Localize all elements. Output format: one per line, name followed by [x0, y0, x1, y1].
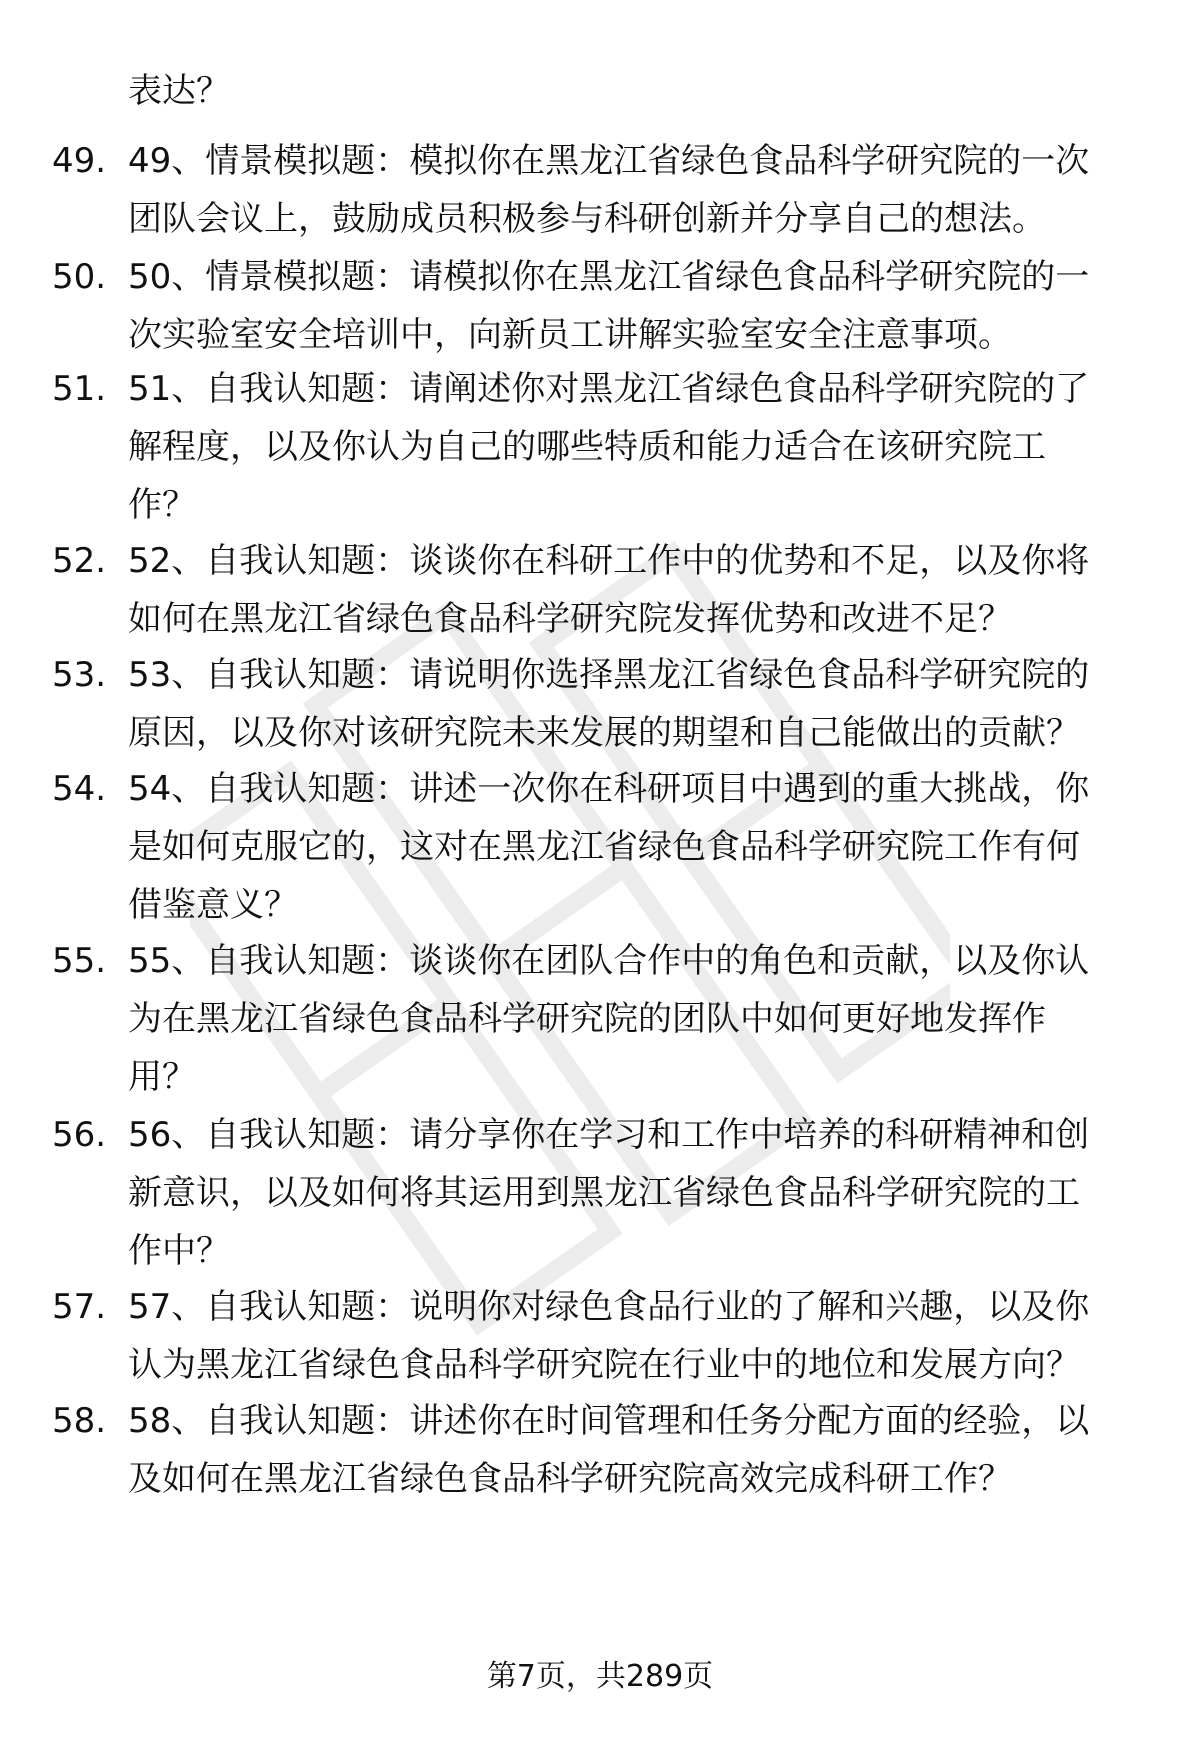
- question-number: 57.: [52, 1287, 107, 1327]
- question-line: 次实验室安全培训中，向新员工讲解实验室安全注意事项。: [128, 315, 1012, 355]
- question-text: [128, 932, 1168, 1106]
- question-line: 50、情景模拟题：请模拟你在黑龙江省绿色食品科学研究院的一: [128, 257, 1090, 297]
- question-number: 49.: [52, 141, 107, 181]
- question-number: 58.: [52, 1401, 107, 1441]
- question-number: 53.: [52, 655, 107, 695]
- question-line: 51、自我认知题：请阐述你对黑龙江省绿色食品科学研究院的了: [128, 369, 1090, 409]
- question-line: 及如何在黑龙江省绿色食品科学研究院高效完成科研工作？: [128, 1459, 1012, 1499]
- question-line: 54、自我认知题：讲述一次你在科研项目中遇到的重大挑战，你: [128, 769, 1090, 809]
- page-footer: 第7页，共289页: [486, 1659, 714, 1694]
- question-number: 50.: [52, 257, 107, 297]
- question-line: 作？: [128, 485, 196, 525]
- question-line: 认为黑龙江省绿色食品科学研究院在行业中的地位和发展方向？: [128, 1345, 1080, 1385]
- question-line: 团队会议上，鼓励成员积极参与科研创新并分享自己的想法。: [128, 199, 1046, 239]
- question-line: 用？: [128, 1057, 196, 1097]
- question-number: 51.: [52, 369, 107, 409]
- question-line: 56、自我认知题：请分享你在学习和工作中培养的科研精神和创: [128, 1115, 1090, 1155]
- question-number: 55.: [52, 941, 107, 981]
- question-line: 58、自我认知题：讲述你在时间管理和任务分配方面的经验，以: [128, 1401, 1090, 1441]
- question-text: [128, 532, 1168, 648]
- question-text: [128, 132, 1168, 248]
- question-line: 是如何克服它的，这对在黑龙江省绿色食品科学研究院工作有何: [128, 827, 1080, 867]
- question-number: 54.: [52, 769, 107, 809]
- question-line: 49、情景模拟题：模拟你在黑龙江省绿色食品科学研究院的一次: [128, 141, 1090, 181]
- question-line: 55、自我认知题：谈谈你在团队合作中的角色和贡献，以及你认: [128, 941, 1090, 981]
- question-number: 52.: [52, 541, 107, 581]
- question-text: [128, 646, 1168, 762]
- question-line: 如何在黑龙江省绿色食品科学研究院发挥优势和改进不足？: [128, 599, 1012, 639]
- question-text: [128, 360, 1168, 534]
- continuation-text: 表达？: [128, 71, 230, 111]
- question-line: 借鉴意义？: [128, 885, 298, 925]
- question-text: [128, 760, 1168, 934]
- question-line: 新意识，以及如何将其运用到黑龙江省绿色食品科学研究院的工: [128, 1173, 1080, 1213]
- question-line: 作中？: [128, 1231, 230, 1271]
- question-line: 53、自我认知题：请说明你选择黑龙江省绿色食品科学研究院的: [128, 655, 1090, 695]
- question-line: 52、自我认知题：谈谈你在科研工作中的优势和不足，以及你将: [128, 541, 1090, 581]
- question-text: [128, 1278, 1168, 1394]
- question-line: 原因，以及你对该研究院未来发展的期望和自己能做出的贡献？: [128, 713, 1080, 753]
- question-line: 57、自我认知题：说明你对绿色食品行业的了解和兴趣，以及你: [128, 1287, 1090, 1327]
- question-number: 56.: [52, 1115, 107, 1155]
- question-text: [128, 1392, 1168, 1508]
- question-text: [128, 248, 1168, 364]
- question-text: [128, 1106, 1168, 1280]
- question-line: 为在黑龙江省绿色食品科学研究院的团队中如何更好地发挥作: [128, 999, 1046, 1039]
- question-line: 解程度，以及你认为自己的哪些特质和能力适合在该研究院工: [128, 427, 1046, 467]
